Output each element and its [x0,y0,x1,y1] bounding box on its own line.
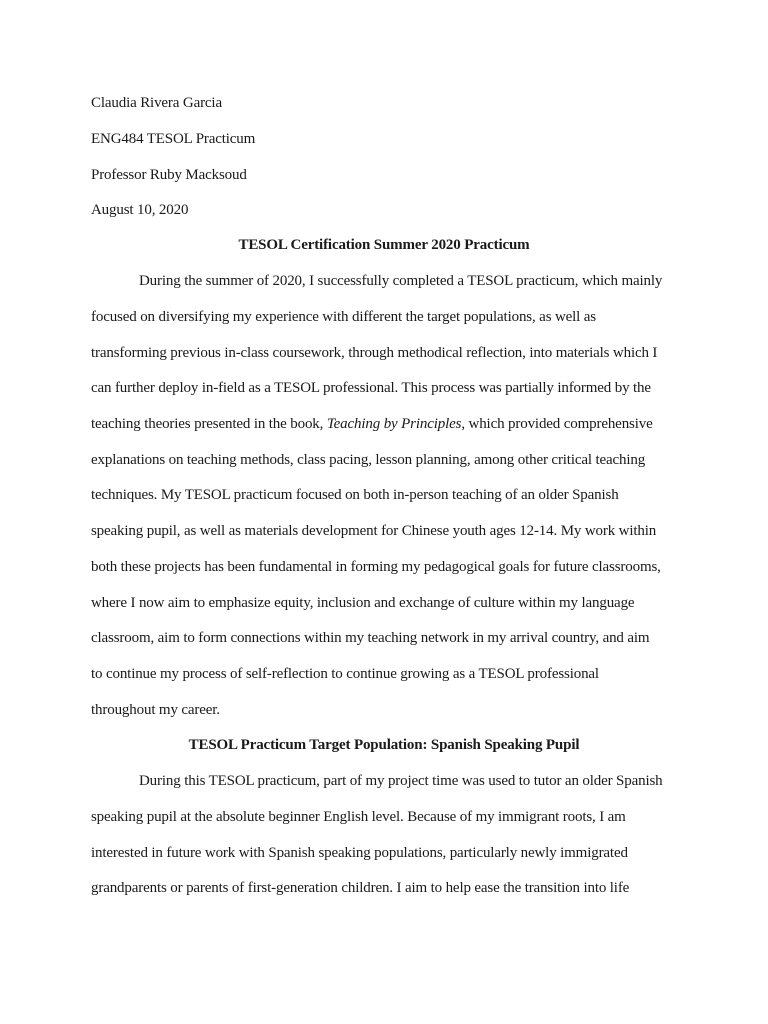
paragraph-1-text: , which provided comprehensive [461,416,653,432]
professor-name: Professor Ruby Macksoud [91,167,247,183]
paragraph-1-line: throughout my career. [91,702,220,718]
paragraph-1-line: focused on diversifying my experience with different the target populations, as well as [91,309,596,325]
paragraph-1-line: speaking pupil, as well as materials development for Chinese youth ages 12-14. My work within [91,523,657,539]
paragraph-2-line: interested in future work with Spanish speaking populations, particularly newly immigrated [91,845,628,861]
paragraph-1-line: transforming previous in-class coursework, through methodical reflection, into materials which I [91,345,658,361]
book-title: Teaching by Principles [326,416,462,432]
paragraph-1-line: to continue my process of self-reflection to continue growing as a TESOL professional [91,666,599,682]
course-name: ENG484 TESOL Practicum [91,131,256,147]
paragraph-1-line: explanations on teaching methods, class pacing, lesson planning, among other critical teaching [91,452,646,468]
paragraph-1-text: teaching theories presented in the book, [91,416,327,432]
paragraph-1-line [91,415,653,433]
paragraph-2-line: grandparents or parents of first-generation children. I aim to help ease the transition into life [91,880,630,896]
submission-date: August 10, 2020 [91,202,189,218]
paragraph-1-line: can further deploy in-field as a TESOL professional. This process was partially informed by the [91,380,651,396]
section-heading: TESOL Practicum Target Population: Spanish Speaking Pupil [188,737,580,753]
paragraph-2-line: speaking pupil at the absolute beginner English level. Because of my immigrant roots, I am [91,809,626,825]
paragraph-1-line: both these projects has been fundamental in forming my pedagogical goals for future classrooms, [91,559,661,575]
paragraph-1-line: where I now aim to emphasize equity, inclusion and exchange of culture within my language [91,595,635,611]
paragraph-2-line: During this TESOL practicum, part of my project time was used to tutor an older Spanish [139,773,663,789]
paragraph-1-line: During the summer of 2020, I successfully completed a TESOL practicum, which mainly [139,273,663,289]
author-name: Claudia Rivera Garcia [91,95,222,111]
paragraph-1-line: classroom, aim to form connections within my teaching network in my arrival country, and aim [91,630,650,646]
document-title: TESOL Certification Summer 2020 Practicum [238,237,530,253]
paragraph-1-line: techniques. My TESOL practicum focused on both in-person teaching of an older Spanish [91,487,619,503]
